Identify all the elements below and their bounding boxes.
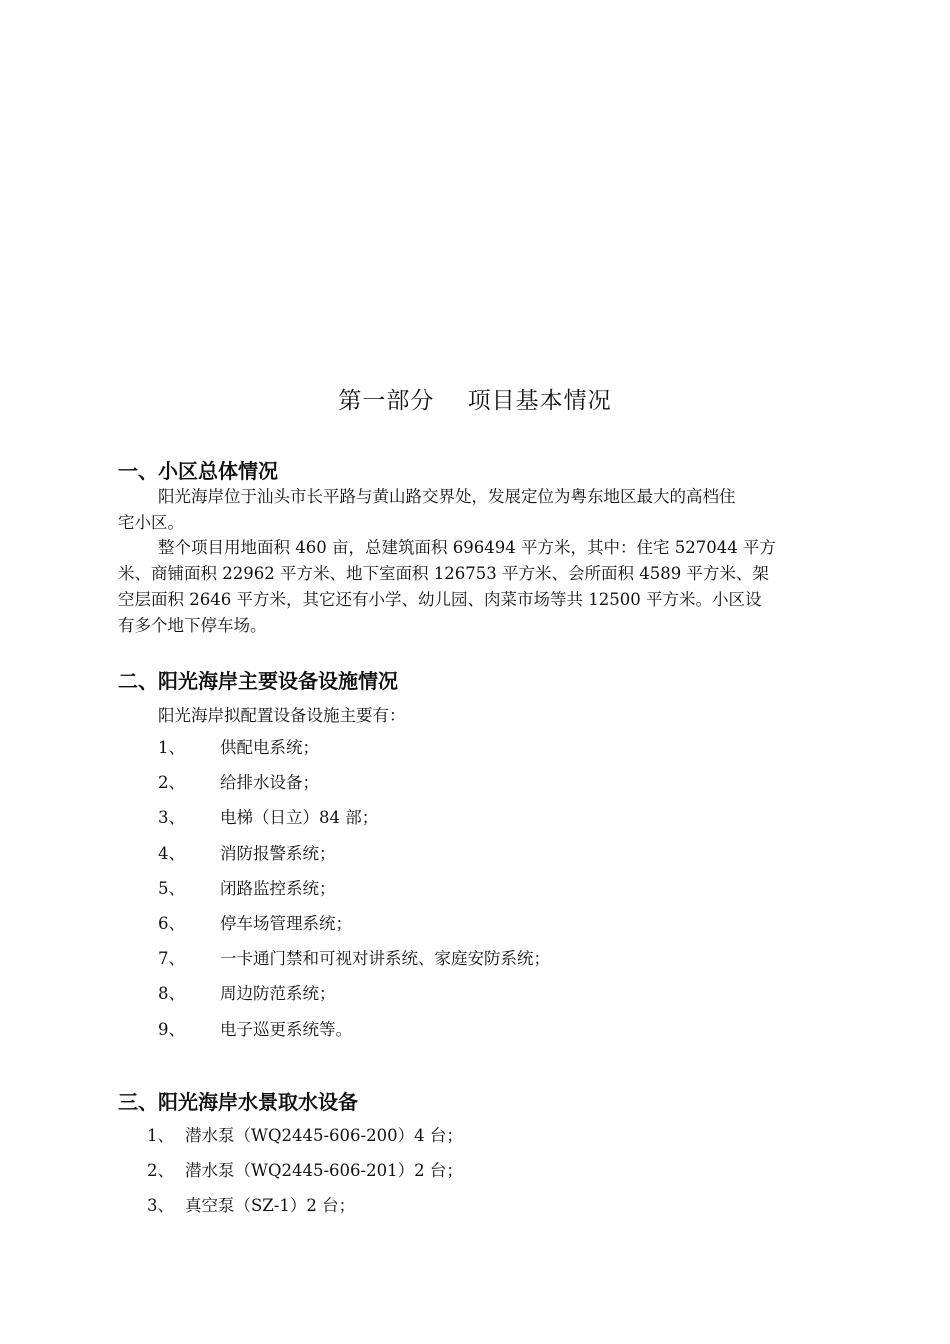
- section-heading-1: 一、小区总体情况: [118, 459, 278, 483]
- list-item-text: 消防报警系统；: [220, 843, 336, 863]
- list-item: [147, 1193, 463, 1228]
- list-item-text: 电子巡更系统等。: [220, 1019, 352, 1039]
- equipment-list: [158, 735, 550, 1052]
- list-item-number: 2、: [147, 1161, 174, 1180]
- list-item-number: 7、: [158, 949, 185, 969]
- list-item-text: 一卡通门禁和可视对讲系统、家庭安防系统；: [220, 949, 550, 969]
- list-item-text: 停车场管理系统；: [220, 913, 352, 933]
- list-item: [147, 1123, 463, 1158]
- list-item: [158, 770, 550, 805]
- section-intro: 阳光海岸拟配置设备设施主要有：: [158, 706, 406, 725]
- list-item-number: 4、: [158, 843, 185, 863]
- paragraph-line: 整个项目用地面积 460 亩，总建筑面积 696494 平方米，其中：住宅 527044 平方: [158, 538, 776, 557]
- list-item-text: 供配电系统；: [220, 738, 319, 757]
- list-item-text: 电梯（日立）84 部；: [220, 808, 379, 828]
- list-item: [158, 841, 550, 876]
- list-item-number: 5、: [158, 878, 185, 898]
- list-item: [158, 946, 550, 981]
- list-item-text: 给排水设备；: [220, 773, 319, 793]
- list-item: [158, 876, 550, 911]
- list-item: [158, 981, 550, 1016]
- paragraph-line: 阳光海岸位于汕头市长平路与黄山路交界处，发展定位为粤东地区最大的高档住: [158, 487, 736, 506]
- list-item: [158, 735, 550, 770]
- paragraph-line: 空层面积 2646 平方米，其它还有小学、幼儿园、肉菜市场等共 12500 平方米。小区设: [118, 590, 762, 609]
- paragraph-1: [118, 484, 832, 536]
- paragraph-line: 宅小区。: [118, 513, 184, 532]
- section-heading-3: 三、阳光海岸水景取水设备: [118, 1090, 358, 1114]
- paragraph-line: 有多个地下停车场。: [118, 616, 267, 635]
- list-item-number: 3、: [147, 1196, 174, 1215]
- pump-list: [147, 1123, 463, 1228]
- page-title: 第一部分 项目基本情况: [338, 388, 612, 414]
- list-item-number: 3、: [158, 808, 185, 828]
- list-item-number: 1、: [147, 1126, 174, 1145]
- list-item: [147, 1158, 463, 1193]
- list-item-number: 2、: [158, 773, 185, 793]
- list-item-number: 1、: [158, 738, 185, 757]
- list-item-text: 真空泵（SZ-1）2 台；: [185, 1196, 356, 1215]
- list-item-text: 潜水泵（WQ2445-606-201）2 台；: [185, 1161, 463, 1180]
- list-item-number: 8、: [158, 984, 185, 1004]
- list-item-text: 周边防范系统；: [220, 984, 336, 1004]
- list-item: [158, 805, 550, 840]
- paragraph-2: [118, 535, 832, 639]
- list-item-number: 6、: [158, 913, 185, 933]
- paragraph-line: 米、商铺面积 22962 平方米、地下室面积 126753 平方米、会所面积 4589 平方米、架: [118, 564, 769, 583]
- list-item: [158, 911, 550, 946]
- list-item-text: 潜水泵（WQ2445-606-200）4 台；: [185, 1126, 463, 1145]
- list-item: [158, 1017, 550, 1052]
- list-item-number: 9、: [158, 1019, 185, 1039]
- section-heading-2: 二、阳光海岸主要设备设施情况: [118, 669, 398, 693]
- list-item-text: 闭路监控系统；: [220, 878, 336, 898]
